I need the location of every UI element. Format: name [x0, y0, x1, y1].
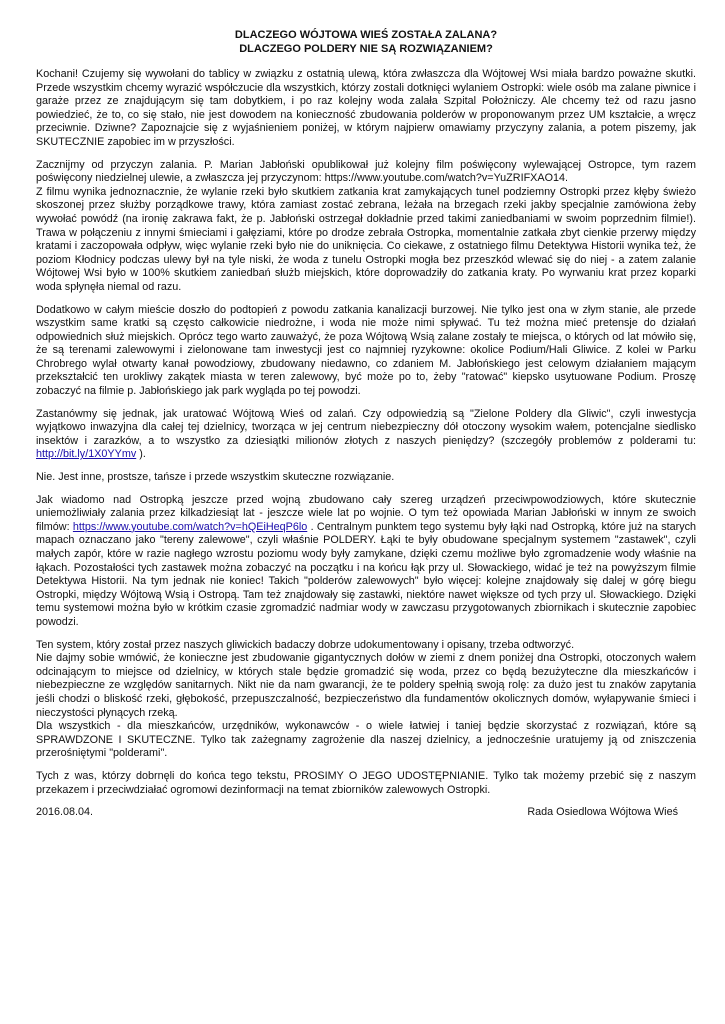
- paragraph-share-request: Tych z was, którzy dobrnęli do końca tego tekstu, PROSIMY O JEGO UDOSTĘPNIANIE. Tylko tak możemy przebić się z naszym przekazem i przeciwdziałać ogromowi dezinformacji na temat zbiorników zalewowych Ostropki.: [36, 769, 696, 796]
- paragraph-restore-system: [36, 639, 696, 761]
- paragraph-restore-line-2: Nie dajmy sobie wmówić, że konieczne jest zbudowanie gigantycznych dołów w ziemi z dnem poniżej dna Ostropki, otoczonych wałem odcinającym to miejsce od dzielnicy, w których stale będzie gromadzić się woda, przez co będą bezużyteczne dla mieszkańców i niebezpieczne ze względów sanitarnych. Nikt nie da nam gwarancji, że te poldery spełnią swoją rolę: za dużo jest tu znaków zapytania jeśli chodzi o bliskość rzeki, głębokość, przepuszczalność, bezpieczeństwo dla fundamentów okolicznych domów, wyłapywanie śmieci i nieczystości płynących rzeką.: [36, 652, 696, 719]
- paragraph-stormwater: Dodatkowo w całym mieście doszło do podtopień z powodu zatkania kanalizacji burzowej. Nie tylko jest ona w złym stanie, ale przede wszystkim same kratki są często całkowicie niedrożne, i woda nie może nimi spływać. Tu też można mieć pretensje do działań odpowiednich służ miejskich. Oprócz tego warto zauważyć, że poza Wójtową Wsią zalane zostały te miejsca, o których od lat mówiło się, że są terenami zalewowymi i zielonowane tam inwestycji jest co najmniej ryzykowne: okolice Podium/Hali Gliwice. Z kolei w Parku Chrobrego wylał otwarty kanał powodziowy, zbudowany niedawno, co zdaniem M. Jabłońskiego jest celowym działaniem mającym przekształcić ten urokliwy zakątek miasta w teren zalewowy, być może po to, żeby "ratować" kiepsko usytuowane Podium. Proszę zobaczyć na filmie p. Jabłońskiego jak park wygląda po tej powodzi.: [36, 303, 696, 398]
- paragraph-causes: [36, 159, 696, 295]
- paragraph-restore-line-3: Dla wszystkich - dla mieszkańców, urzędników, wykonawców - o wiele łatwiej i taniej będzie skorzystać z rozwiązań, które są SPRAWDZONE I SKUTECZNE. Tylko tak zażegnamy zagrożenie dla naszej dzielnicy, a jednocześnie uratujemy ją od zniszczenia przerośniętymi "polderami".: [36, 720, 696, 760]
- paragraph-history-before: Jak wiadomo nad Ostropką jeszcze przed wojną zbudowano cały szereg urządzeń przeciwpowodziowych, które skutecznie uniemożliwiały zalania przez kilkadziesiąt lat - jeszcze wiele lat po wojnie. O tym też opowiada Marian Jabłoński w innym ze swoich filmów:: [36, 493, 696, 533]
- paragraph-history: [36, 494, 696, 630]
- title-line-2: DLACZEGO POLDERY NIE SĄ ROZWIĄZANIEM?: [239, 43, 493, 55]
- paragraph-history-after: . Centralnym punktem tego systemu były łąki nad Ostropką, które już na starych mapach oznaczano jako "tereny zalewowe", czyli właśnie POLDERY. Łąki te były obudowane specjalnym systemem "zastawek", czyli małych zapór, które w razie nagłego wzrostu poziomu wody były zamykane, dzięki czemu możliwe było zgromadzenie wody właśnie na łąkach. Pozostałości tych zastawek można zobaczyć na początku i na końcu łąk przy ul. Słowackiego, widać je też na powyższym filmie Detektywa Historii. Na tym jednak nie koniec! Takich "polderów zalewowych" było więcej: kolejne znajdowały się dalej w górę biegu Ostropki, między Wójtową Wsią i Ostropą. Tam też znajdowały się zastawki, niektóre nawet większe od tych przy ul. Słowackiego. Dzięki temu systemowi można było w krótkim czasie zgromadzić nadmiar wody w zawczasu przygotowanych zbiornikach i skutecznie zapobiec powodzi.: [36, 520, 696, 628]
- document-page: [36, 28, 696, 820]
- paragraph-polders-text: Zastanówmy się jednak, jak uratować Wójtową Wieś od zalań. Czy odpowiedzią są "Zielone Poldery dla Gliwic", czyli inwestycja wyjątkowo inwazyjna dla całej tej dzielnicy, tworząca w jej centrum niebezpieczny dół otoczony wysokim wałem, potencjalne siedlisko insektów i zarazków, a to wszystko za dziesiątki milionów złotych z naszych pieniędzy? (szczegóły problemów z polderami tu:: [36, 407, 696, 447]
- paragraph-polders-question: [36, 408, 696, 462]
- title-line-1: DLACZEGO WÓJTOWA WIEŚ ZOSTAŁA ZALANA?: [234, 29, 498, 41]
- paragraph-causes-line-1: Zacznijmy od przyczyn zalania. P. Marian Jabłoński opublikował już kolejny film poświęcony wylewającej Ostropce, tym razem poświęcony niedzielnej ulewie, a zwłaszcza jej przyczynom: https://www.youtube.com/watch?v=YuZRIFXAO14.: [36, 158, 696, 185]
- paragraph-causes-line-2: Z filmu wynika jednoznacznie, że wylanie rzeki było skutkiem zatkania krat zamykających tunel podziemny Ostropki przez kłęby świeżo skoszonej przez służby porządkowe trawy, która zamiast zostać zebrana, leżała na brzegach rzeki jakby specjalnie zamówiona żeby wywołać powódź (na ironię zakrawa fakt, że p. Jabłoński ostrzegał dokładnie przed takimi zaniedbaniami w swoim poprzednim filmie!). Trawa w połączeniu z innymi śmieciami i gałęziami, które po drodze zebrała Ostropka, momentalnie zatkała zbyt cienkie przerwy między kratami i zaczopowała odpływ, więc wylanie rzeki było nie do uniknięcia. Co ciekawe, z ostatniego filmu Detektywa Historii wynika też, że poziom Kłodnicy podczas ulewy był na tyle niski, że woda z tunelu Ostropki mogła bez przeszkód wlewać się do niej - a zatem zalanie Wójtowej Wsi było w 100% skutkiem zaniedbań służb miejskich, które doprowadziły do zatkania kraty. Po wyrwaniu krat przez koparki woda spłynęła niemal od razu.: [36, 185, 696, 293]
- youtube-film-link[interactable]: https://www.youtube.com/watch?v=hQEiHeqP6lo: [72, 520, 308, 533]
- polders-problems-link[interactable]: http://bit.ly/1X0YYmv: [36, 448, 137, 461]
- document-footer: [36, 806, 696, 820]
- footer-date: 2016.08.04.: [36, 806, 94, 819]
- paragraph-alternative: Nie. Jest inne, prostsze, tańsze i przede wszystkim skuteczne rozwiązanie.: [36, 471, 395, 484]
- paragraph-polders-after: ).: [136, 448, 146, 461]
- footer-signature: Rada Osiedlowa Wójtowa Wieś: [527, 806, 678, 819]
- paragraph-restore-line-1: Ten system, który został przez naszych gliwickich badaczy dobrze udokumentowany i opisany, trzeba odtworzyć.: [36, 638, 575, 651]
- document-title: [36, 28, 696, 56]
- paragraph-intro: Kochani! Czujemy się wywołani do tablicy w związku z ostatnią ulewą, która zwłaszcza dla Wójtowej Wsi miała bardzo poważne skutki. Przede wszystkim chcemy wyrazić współczucie dla wszystkich, którzy zostali dotknięci wylaniem Ostropki: wiele osób ma zalane piwnice i garaże przez ze znajdującym się tam dobytkiem, i po raz kolejny woda zalała Szpital Położniczy. Ale chcemy też od razu jasno powiedzieć, że to, co się stało, nie jest dowodem na konieczność zbudowania polderów w proponowanym przez UM kształcie, a wręcz przeciwnie. Dziwne? Zapoznajcie się z wyjaśnieniem poniżej, w którym najpierw omawiamy przyczyny zalania, a potem piszemy, jak SKUTECZNIE zapobiec im w przyszłości.: [36, 68, 696, 148]
